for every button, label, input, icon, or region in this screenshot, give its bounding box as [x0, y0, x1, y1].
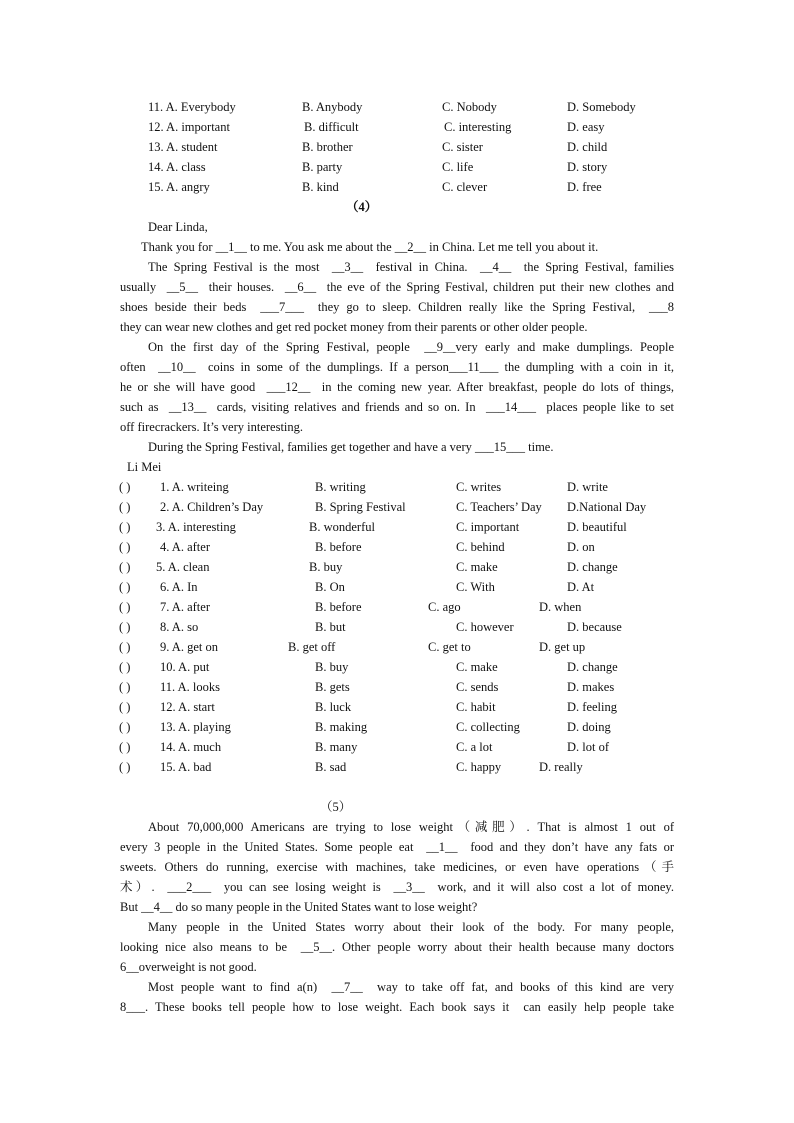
question-13-c: C. collecting [456, 720, 520, 734]
option-11-c: C. Nobody [442, 100, 497, 114]
question-2-b: B. Spring Festival [315, 500, 406, 514]
question-10-c: C. make [456, 660, 498, 674]
option-12-a: 12. A. important [148, 120, 230, 134]
option-13-d: D. child [567, 140, 608, 154]
option-15-b: B. kind [302, 180, 339, 194]
passage-4-line-1: Thank you for __1__ to me. You ask me about the __2__ in China. Let me tell you about it. [141, 240, 599, 254]
section-5-title: （5） [320, 800, 352, 814]
passage-4-line-8: he or she will have good ___12__ in the coming new year. After breakfast, people do lots of things, [120, 380, 674, 394]
passage-5-line-6: Many people in the United States worry about their look of the body. For many people, [148, 920, 674, 934]
answer-bracket[interactable]: ( ) [119, 660, 131, 674]
question-7-a: 7. A. after [160, 600, 210, 614]
question-9-a: 9. A. get on [160, 640, 218, 654]
question-13-b: B. making [315, 720, 368, 734]
question-13-a: 13. A. playing [160, 720, 231, 734]
question-15-b: B. sad [315, 760, 347, 774]
passage-5-line-5: But __4__ do so many people in the United States want to lose weight? [120, 900, 478, 914]
option-11-a: 11. A. Everybody [148, 100, 236, 114]
passage-5-line-3: sweets. Others do running, exercise with machines, take medicines, or even have operations（手 [120, 860, 674, 874]
option-14-c: C. life [442, 160, 474, 174]
answer-bracket[interactable]: ( ) [119, 580, 131, 594]
option-15-a: 15. A. angry [148, 180, 210, 194]
question-15-a: 15. A. bad [160, 760, 212, 774]
answer-bracket[interactable]: ( ) [119, 520, 131, 534]
option-15-c: C. clever [442, 180, 488, 194]
question-13-d: D. doing [567, 720, 611, 734]
question-7-d: D. when [539, 600, 582, 614]
question-2-a: 2. A. Children’s Day [160, 500, 264, 514]
option-11-d: D. Somebody [567, 100, 636, 114]
question-4-a: 4. A. after [160, 540, 210, 554]
question-10-a: 10. A. put [160, 660, 210, 674]
passage-4-line-11: During the Spring Festival, families get together and have a very ___15___ time. [148, 440, 554, 454]
passage-5-line-7: looking nice also means to be __5__. Other people worry about their health because many doctors [120, 940, 674, 954]
answer-bracket[interactable]: ( ) [119, 760, 131, 774]
letter-greeting: Dear Linda, [148, 220, 208, 234]
option-12-b: B. difficult [304, 120, 359, 134]
question-8-a: 8. A. so [160, 620, 199, 634]
question-8-d: D. because [567, 620, 622, 634]
passage-5-line-2: every 3 people in the United States. Some people eat __1__ food and they don’t have any fats or [120, 840, 674, 854]
question-10-b: B. buy [315, 660, 349, 674]
answer-bracket[interactable]: ( ) [119, 500, 131, 514]
question-14-b: B. many [315, 740, 358, 754]
question-9-d: D. get up [539, 640, 586, 654]
option-15-d: D. free [567, 180, 602, 194]
question-14-c: C. a lot [456, 740, 493, 754]
question-11-c: C. sends [456, 680, 499, 694]
answer-bracket[interactable]: ( ) [119, 600, 131, 614]
question-7-c: C. ago [428, 600, 461, 614]
option-13-b: B. brother [302, 140, 353, 154]
answer-bracket[interactable]: ( ) [119, 700, 131, 714]
question-1-a: 1. A. writeing [160, 480, 229, 494]
letter-signature: Li Mei [127, 460, 162, 474]
question-3-b: B. wonderful [309, 520, 375, 534]
question-12-b: B. luck [315, 700, 352, 714]
option-12-c: C. interesting [444, 120, 512, 134]
question-1-b: B. writing [315, 480, 366, 494]
question-15-c: C. happy [456, 760, 502, 774]
question-11-b: B. gets [315, 680, 350, 694]
option-14-b: B. party [302, 160, 343, 174]
question-1-c: C. writes [456, 480, 502, 494]
answer-bracket[interactable]: ( ) [119, 480, 131, 494]
passage-4-line-7: often __10__ coins in some of the dumplings. If a person___11___ the dumpling with a coin in it, [120, 360, 674, 374]
answer-bracket[interactable]: ( ) [119, 620, 131, 634]
answer-bracket[interactable]: ( ) [119, 640, 131, 654]
passage-5-line-9: Most people want to find a(n) __7__ way to take off fat, and books of this kind are very [148, 980, 674, 994]
question-11-d: D. makes [567, 680, 615, 694]
question-6-c: C. With [456, 580, 495, 594]
question-11-a: 11. A. looks [160, 680, 220, 694]
passage-4-line-5: they can wear new clothes and get red pocket money from their parents or other older people. [120, 320, 588, 334]
question-9-c: C. get to [428, 640, 471, 654]
question-10-d: D. change [567, 660, 618, 674]
question-5-c: C. make [456, 560, 498, 574]
question-4-c: C. behind [456, 540, 505, 554]
option-14-a: 14. A. class [148, 160, 206, 174]
passage-4-line-6: On the first day of the Spring Festival, people __9__very early and make dumplings. People [148, 340, 674, 354]
question-4-b: B. before [315, 540, 362, 554]
answer-bracket[interactable]: ( ) [119, 740, 131, 754]
option-14-d: D. story [567, 160, 608, 174]
question-14-a: 14. A. much [160, 740, 222, 754]
option-11-b: B. Anybody [302, 100, 363, 114]
question-12-d: D. feeling [567, 700, 617, 714]
question-5-b: B. buy [309, 560, 343, 574]
passage-5-line-10: 8___. These books tell people how to lose weight. Each book says it can easily help people take [120, 1000, 674, 1014]
question-5-d: D. change [567, 560, 618, 574]
passage-5-line-1: About 70,000,000 Americans are trying to lose weight（减肥）. That is almost 1 out of [148, 820, 674, 834]
question-3-d: D. beautiful [567, 520, 627, 534]
answer-bracket[interactable]: ( ) [119, 540, 131, 554]
question-8-b: B. but [315, 620, 346, 634]
answer-bracket[interactable]: ( ) [119, 680, 131, 694]
passage-5-line-8: 6__overweight is not good. [120, 960, 257, 974]
question-6-d: D. At [567, 580, 595, 594]
option-13-a: 13. A. student [148, 140, 218, 154]
question-8-c: C. however [456, 620, 514, 634]
answer-bracket[interactable]: ( ) [119, 560, 131, 574]
question-3-c: C. important [456, 520, 520, 534]
question-2-d: D.National Day [567, 500, 647, 514]
answer-bracket[interactable]: ( ) [119, 720, 131, 734]
option-12-d: D. easy [567, 120, 605, 134]
passage-4-line-2: The Spring Festival is the most __3__ festival in China. __4__ the Spring Festival, families [148, 260, 674, 274]
question-2-c: C. Teachers’ Day [456, 500, 542, 514]
passage-5-line-4: 术）. ___2___ you can see losing weight is __3__ work, and it will also cost a lot of money. [120, 880, 674, 894]
passage-4-line-10: off firecrackers. It’s very interesting. [120, 420, 304, 434]
question-6-a: 6. A. In [160, 580, 198, 594]
question-6-b: B. On [315, 580, 345, 594]
question-4-d: D. on [567, 540, 595, 554]
question-12-a: 12. A. start [160, 700, 215, 714]
question-15-d: D. really [539, 760, 583, 774]
passage-4-line-4: shoes beside their beds ___7___ they go to sleep. Children really like the Spring Festival, ___8 [120, 300, 674, 314]
passage-4-line-3: usually __5__ their houses. __6__ the eve of the Spring Festival, children put their new clothes and [120, 280, 674, 294]
question-1-d: D. write [567, 480, 608, 494]
question-12-c: C. habit [456, 700, 496, 714]
question-5-a: 5. A. clean [156, 560, 210, 574]
question-9-b: B. get off [288, 640, 336, 654]
question-14-d: D. lot of [567, 740, 610, 754]
section-4-title: （4） [346, 200, 378, 214]
passage-4-line-9: such as __13__ cards, visiting relatives and friends and so on. In ___14___ places people like to set [120, 400, 674, 414]
option-13-c: C. sister [442, 140, 483, 154]
question-3-a: 3. A. interesting [156, 520, 236, 534]
question-7-b: B. before [315, 600, 362, 614]
